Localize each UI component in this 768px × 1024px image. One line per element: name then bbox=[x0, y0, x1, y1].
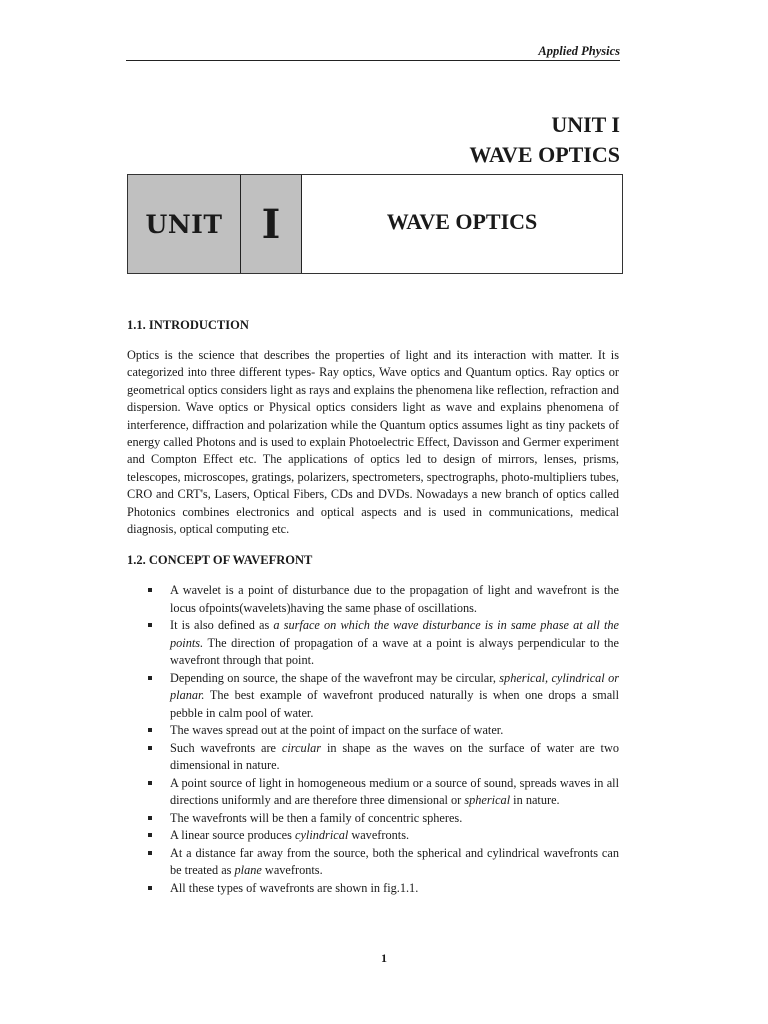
bullet-emphasis: cylindrical bbox=[294, 828, 349, 842]
page-number: 1 bbox=[381, 951, 387, 965]
list-item bbox=[127, 722, 619, 740]
bullet-text: wavefronts. bbox=[348, 828, 410, 842]
unit-heading-line2: WAVE OPTICS bbox=[469, 142, 620, 167]
unit-banner-box bbox=[127, 174, 623, 274]
wavefront-bullet-list bbox=[127, 582, 619, 897]
unit-number-cell: I bbox=[241, 175, 302, 273]
bullet-text: A point source of light in homogeneous medium or a source of sound, spreads waves in all directions uniformly and are therefore three dimensional or bbox=[170, 775, 619, 807]
list-item bbox=[127, 670, 619, 723]
list-item bbox=[127, 582, 619, 617]
bullet-square-icon bbox=[148, 833, 152, 837]
bullet-text: The best example of wavefront produced naturally is when one drops a small pebble in calm pool of water. bbox=[170, 688, 619, 720]
list-item bbox=[127, 740, 619, 775]
bullet-text: The direction of propagation of a wave at a point is always perpendicular to the wavefront through that point. bbox=[170, 635, 619, 667]
bullet-text: It is also defined as bbox=[170, 618, 274, 632]
header-rule bbox=[126, 60, 620, 61]
section-heading-wavefront: 1.2. CONCEPT OF WAVEFRONT bbox=[127, 553, 313, 567]
list-item bbox=[127, 775, 619, 810]
introduction-paragraph: Optics is the science that describes the properties of light and its interaction with matter. It is categorized into three different types- Ray optics, Wave optics and Quantum optics. Ray optics or geometrical optics considers light as rays and explains the phenomena like reflection, refraction and dispersion. Wave optics or Physical optics considers light as wave and explains phenomena of interference, diffraction and polarization while the Quantum optics assumes light as tiny packets of energy called Photons and is used to explain Photoelectric Effect, Davisson and Germer experiment and Compton Effect etc. The applications of optics led to design of mirrors, lenses, prisms, telescopes, microscopes, gratings, polarizers, spectrometers, spectrographs, photo-multipliers tubes, CRO and CRT's, Lasers, Optical Fibers, CDs and DVDs. Nowadays a new branch of optics called Photonics combines electronics and optical aspects and is used in communications, medical diagnosis, optical computing etc. bbox=[127, 348, 619, 537]
list-item bbox=[127, 827, 619, 845]
bullet-text: The waves spread out at the point of impact on the surface of water. bbox=[170, 723, 504, 737]
list-item bbox=[127, 880, 619, 898]
bullet-text: wavefronts. bbox=[261, 863, 323, 877]
bullet-emphasis: spherical, cylindrical or planar. bbox=[170, 670, 619, 702]
bullet-square-icon bbox=[148, 676, 152, 680]
bullet-square-icon bbox=[148, 886, 152, 890]
bullet-text: in nature. bbox=[510, 793, 560, 807]
unit-title-cell: WAVE OPTICS bbox=[386, 209, 538, 234]
bullet-text: The wavefronts will be then a family of concentric spheres. bbox=[170, 810, 463, 825]
section-heading-introduction: 1.1. INTRODUCTION bbox=[127, 318, 249, 332]
unit-heading-line1: UNIT I bbox=[551, 112, 620, 137]
bullet-text: in shape as the waves on the surface of water are two dimensional in nature. bbox=[170, 740, 619, 772]
bullet-square-icon bbox=[148, 851, 152, 855]
bullet-square-icon bbox=[148, 728, 152, 732]
bullet-emphasis: plane bbox=[234, 863, 262, 877]
bullet-square-icon bbox=[148, 746, 152, 750]
bullet-text: Depending on source, the shape of the wavefront may be circular, bbox=[170, 670, 500, 685]
list-item bbox=[127, 845, 619, 880]
bullet-text: Such wavefronts are bbox=[170, 740, 282, 755]
list-item bbox=[127, 810, 619, 828]
bullet-text: At a distance far away from the source, both the spherical and cylindrical wavefronts can be treated as bbox=[170, 845, 619, 877]
running-header: Applied Physics bbox=[538, 44, 620, 58]
bullet-square-icon bbox=[148, 781, 152, 785]
bullet-text: All these types of wavefronts are shown in fig.1.1. bbox=[170, 880, 419, 895]
list-item bbox=[127, 617, 619, 670]
bullet-text: A linear source produces bbox=[170, 828, 295, 842]
bullet-text: A wavelet is a point of disturbance due to the propagation of light and wavefront is the locus ofpoints(wavelets)having the same phase of oscillations. bbox=[170, 583, 619, 615]
unit-heading bbox=[126, 110, 620, 170]
bullet-square-icon bbox=[148, 588, 152, 592]
bullet-square-icon bbox=[148, 623, 152, 627]
bullet-square-icon bbox=[148, 816, 152, 820]
bullet-emphasis: a surface on which the wave disturbance is in same phase at all the points. bbox=[170, 618, 619, 650]
bullet-emphasis: spherical bbox=[464, 793, 511, 807]
unit-label-cell: UNIT bbox=[128, 175, 241, 273]
bullet-emphasis: circular bbox=[281, 740, 322, 755]
